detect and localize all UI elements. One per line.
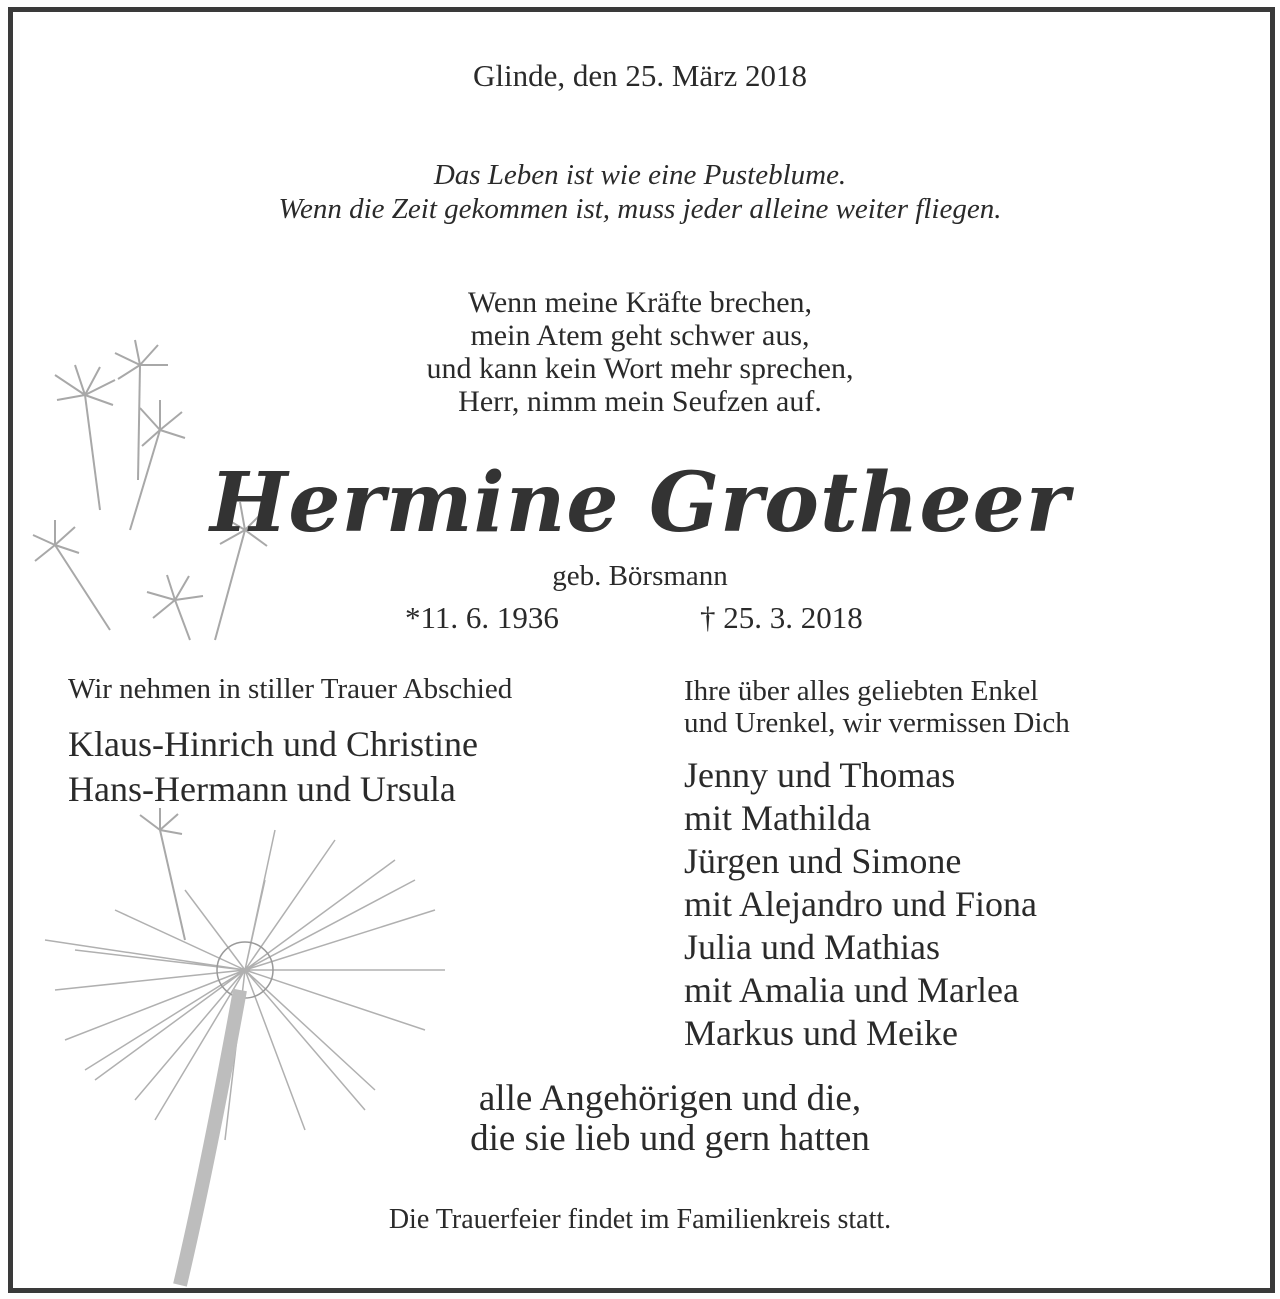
grandchild-name: Jenny und Thomas [684, 755, 956, 795]
left-names [68, 722, 478, 812]
grandchild-name: mit Mathilda [684, 798, 871, 838]
right-intro-line: Ihre über alles geliebten Enkel [684, 675, 1039, 707]
quote [0, 158, 1280, 226]
right-names [684, 754, 1037, 1055]
quote-line: Das Leben ist wie eine Pusteblume. [433, 159, 847, 191]
maiden-name: geb. Börsmann [552, 560, 728, 592]
birth-date: *11. 6. 1936 [405, 600, 559, 635]
right-intro-line: und Urenkel, wir vermissen Dich [684, 707, 1070, 739]
deceased-name: Hermine Grotheer [209, 455, 1071, 551]
grandchild-name: Markus und Meike [684, 1013, 958, 1053]
grandchild-name: Jürgen und Simone [684, 841, 962, 881]
poem-line: Herr, nimm mein Seufzen auf. [458, 385, 822, 418]
quote-line: Wenn die Zeit gekommen ist, muss jeder alleine weiter fliegen. [278, 193, 1002, 225]
poem [0, 286, 1280, 418]
grandchild-name: mit Alejandro und Fiona [684, 884, 1037, 924]
ceremony-note: Die Trauerfeier findet im Familienkreis statt. [388, 1204, 892, 1235]
poem-line: Wenn meine Kräfte brechen, [467, 286, 813, 319]
grandchild-name: Julia und Mathias [684, 927, 940, 967]
death-date: † 25. 3. 2018 [700, 600, 863, 635]
right-intro [684, 675, 1070, 739]
poem-line: und kann kein Wort mehr sprechen, [426, 352, 854, 385]
grandchild-name: mit Amalia und Marlea [684, 970, 1019, 1010]
mourner-name: Hans-Hermann und Ursula [68, 769, 456, 809]
relatives-line: die sie lieb und gern hatten [470, 1118, 870, 1159]
relatives-line: alle Angehörigen und die, [478, 1078, 862, 1119]
mourner-name: Klaus-Hinrich und Christine [68, 724, 478, 764]
relatives [0, 1079, 1280, 1159]
seed-icon [140, 808, 185, 940]
place-date: Glinde, den 25. März 2018 [472, 58, 808, 93]
poem-line: mein Atem geht schwer aus, [470, 319, 810, 352]
left-intro: Wir nehmen in stiller Trauer Abschied [68, 673, 513, 705]
